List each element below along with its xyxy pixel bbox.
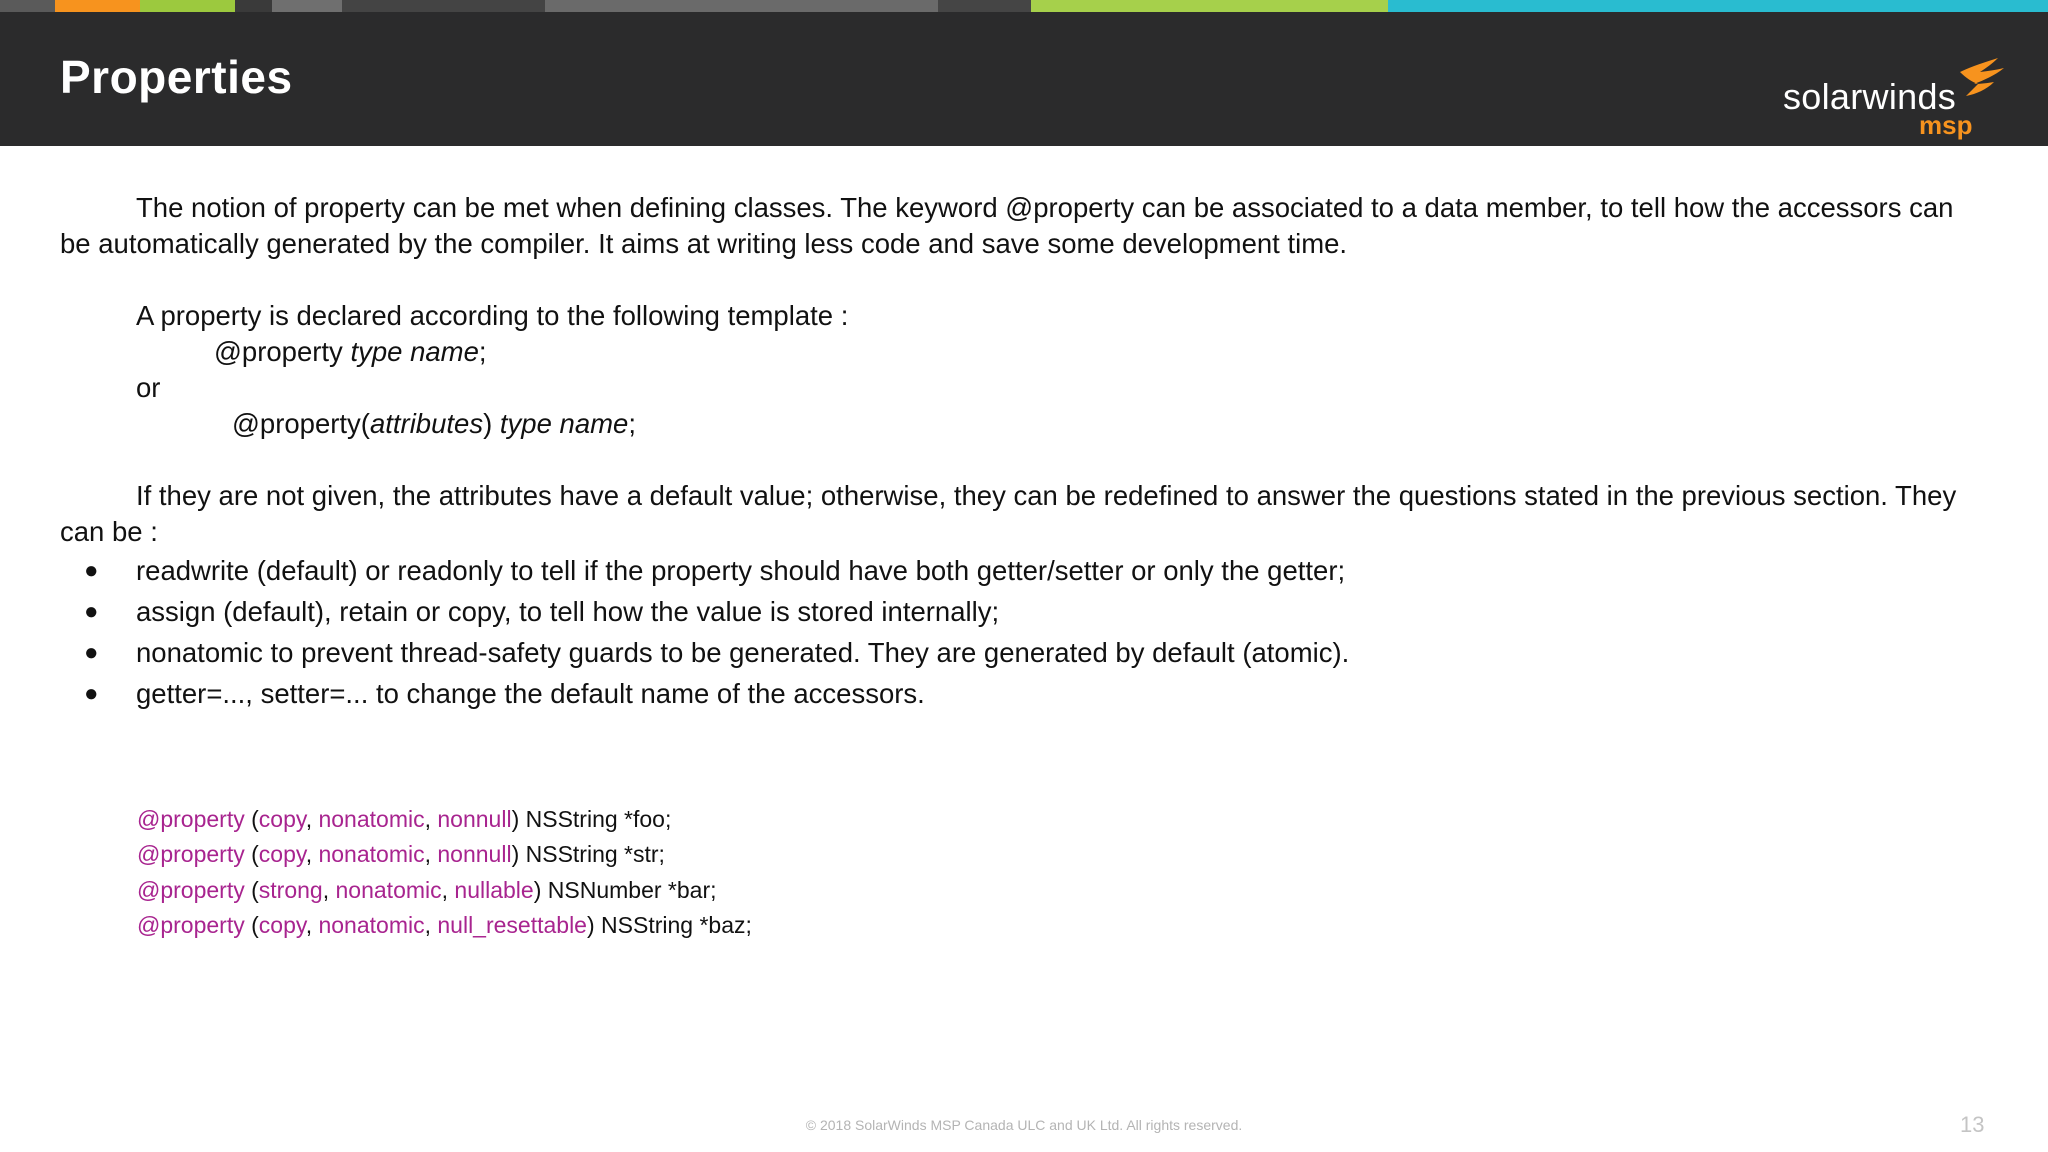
- solarwinds-flame-icon: [1952, 56, 2012, 116]
- code-line: @property (copy, nonatomic, null_resettable) NSString *baz;: [137, 911, 752, 938]
- logo-subtext: msp: [1919, 110, 1973, 140]
- list-item: ● nonatomic to prevent thread-safety guards to be generated. They are generated by default (atomic).: [60, 632, 1990, 673]
- top-color-stripe: [0, 0, 2048, 12]
- attributes-paragraph: [60, 478, 1990, 550]
- intro-text: The notion of property can be met when defining classes. The keyword @property can be associated to a data member, to tell how the accessors can be automatically generated by the compiler. It aims at writing less code and save some development time.: [60, 192, 1954, 259]
- slide-title: Properties: [60, 51, 293, 103]
- intro-paragraph: [60, 190, 1990, 262]
- solarwinds-msp-logo: [1780, 42, 2020, 142]
- list-item: ● getter=..., setter=... to change the default name of the accessors.: [60, 673, 1990, 714]
- stripe-segment: [55, 0, 140, 12]
- attributes-list: [60, 550, 1990, 714]
- stripe-segment: [938, 0, 1031, 12]
- logo-wordmark: solarwinds: [1783, 76, 1957, 117]
- stripe-segment: [140, 0, 235, 12]
- stripe-segment: [272, 0, 342, 12]
- stripe-segment: [545, 0, 938, 12]
- stripe-segment: [1388, 0, 2048, 12]
- bullet-dot: ●: [84, 639, 99, 666]
- template-intro: A property is declared according to the following template :: [136, 300, 849, 331]
- stripe-segment: [342, 0, 545, 12]
- copyright-footer: © 2018 SolarWinds MSP Canada ULC and UK Ltd. All rights reserved.: [805, 1117, 1243, 1133]
- list-item: ● readwrite (default) or readonly to tell if the property should have both getter/setter or only the getter;: [60, 550, 1990, 591]
- list-item: ● assign (default), retain or copy, to tell how the value is stored internally;: [60, 591, 1990, 632]
- template-line-2: @property(attributes) type name;: [232, 408, 636, 439]
- slide-body: [60, 190, 1990, 714]
- code-line: @property (copy, nonatomic, nonnull) NSString *str;: [137, 841, 665, 868]
- attributes-text: If they are not given, the attributes have a default value; otherwise, they can be redefined to answer the questions stated in the previous section. They can be :: [60, 480, 1957, 547]
- code-sample: [137, 802, 752, 943]
- bullet-dot: ●: [84, 598, 99, 625]
- template-line-1: @property type name;: [214, 336, 487, 367]
- or-label: or: [136, 372, 161, 403]
- bullet-dot: ●: [84, 680, 99, 707]
- stripe-segment: [235, 0, 272, 12]
- stripe-segment: [1031, 0, 1388, 12]
- slide-header: [0, 12, 2048, 146]
- code-line: @property (strong, nonatomic, nullable) NSNumber *bar;: [137, 876, 717, 903]
- page-number: 13: [1960, 1112, 1985, 1137]
- stripe-segment: [0, 0, 55, 12]
- code-line: @property (copy, nonatomic, nonnull) NSString *foo;: [137, 806, 672, 832]
- bullet-dot: ●: [84, 557, 99, 584]
